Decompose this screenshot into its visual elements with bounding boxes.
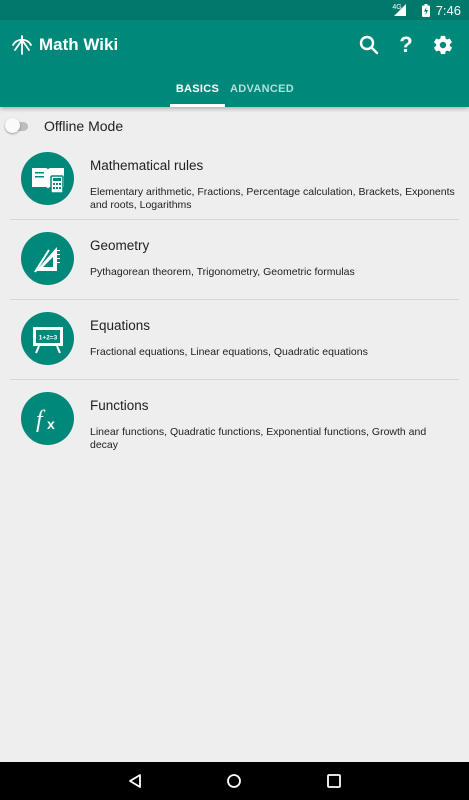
back-icon bbox=[127, 773, 143, 789]
offline-mode-toggle[interactable] bbox=[5, 121, 27, 131]
status-clock: 7:46 bbox=[435, 2, 461, 18]
home-icon bbox=[226, 773, 242, 789]
help-button[interactable] bbox=[394, 33, 418, 57]
tab-indicator bbox=[170, 104, 225, 107]
topic-functions[interactable] bbox=[0, 380, 469, 460]
gear-icon bbox=[432, 34, 454, 56]
topic-equations[interactable] bbox=[0, 300, 469, 380]
back-button[interactable] bbox=[124, 770, 146, 792]
topic-description: Pythagorean theorem, Trigonometry, Geometric formulas bbox=[90, 266, 355, 278]
toolbar bbox=[0, 20, 469, 70]
svg-text:f: f bbox=[35, 406, 43, 433]
topic-title: Functions bbox=[90, 398, 149, 413]
recent-apps-button[interactable] bbox=[323, 770, 345, 792]
topic-title: Equations bbox=[90, 318, 151, 333]
svg-text:x: x bbox=[46, 415, 55, 432]
app-bar bbox=[0, 20, 469, 107]
tab-bar bbox=[0, 70, 469, 107]
status-bar bbox=[0, 0, 469, 20]
battery-icon bbox=[422, 4, 430, 17]
offline-mode-label: Offline Mode bbox=[44, 118, 124, 134]
settings-button[interactable] bbox=[431, 33, 455, 57]
network-type: 4G bbox=[392, 3, 402, 11]
equation-text: 1+2=3 bbox=[38, 334, 57, 341]
blackboard-icon bbox=[21, 312, 74, 365]
topic-description: Elementary arithmetic, Fractions, Percentage calculation, Brackets, Exponents and roots, Logarithms bbox=[90, 186, 455, 211]
topic-title: Mathematical rules bbox=[90, 158, 204, 173]
fx-icon bbox=[21, 392, 74, 445]
search-icon bbox=[359, 35, 379, 55]
app-title: Math Wiki bbox=[39, 35, 119, 54]
book-calculator-icon bbox=[21, 152, 74, 205]
search-button[interactable] bbox=[357, 33, 381, 57]
math-wiki-logo-icon bbox=[11, 34, 33, 56]
home-button[interactable] bbox=[223, 770, 245, 792]
tab-basics[interactable]: BASICS bbox=[175, 82, 220, 95]
recent-apps-icon bbox=[327, 774, 341, 788]
topic-description: Linear functions, Quadratic functions, Exponential functions, Growth and decay bbox=[90, 426, 427, 451]
tab-advanced[interactable]: ADVANCED bbox=[230, 82, 294, 95]
offline-mode-row bbox=[0, 112, 469, 140]
topic-title: Geometry bbox=[90, 238, 150, 253]
system-navigation-bar bbox=[0, 762, 469, 800]
help-icon: ? bbox=[399, 32, 413, 57]
set-square-icon bbox=[21, 232, 74, 285]
toggle-thumb bbox=[5, 118, 20, 133]
topic-geometry[interactable] bbox=[0, 220, 469, 300]
cellular-signal-icon bbox=[392, 4, 415, 16]
topic-mathematical-rules[interactable] bbox=[0, 140, 469, 220]
topic-description: Fractional equations, Linear equations, Quadratic equations bbox=[90, 346, 368, 358]
